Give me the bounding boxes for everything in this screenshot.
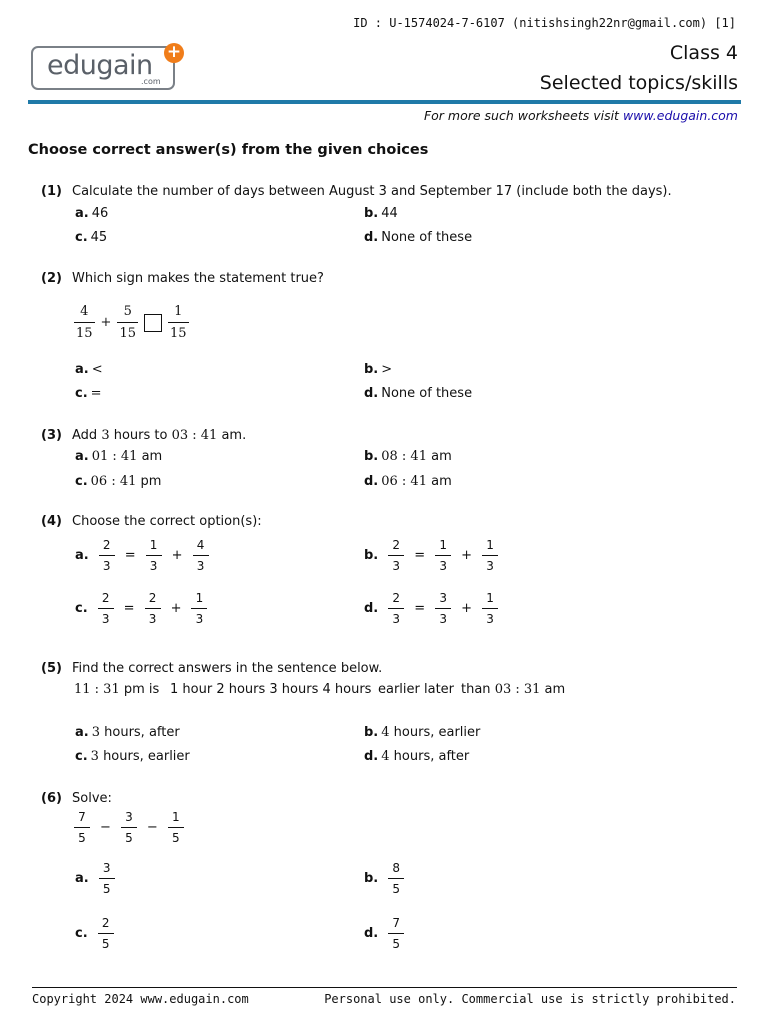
denominator: 5 (388, 933, 404, 950)
option-b[interactable] (364, 862, 404, 895)
denominator: 5 (168, 827, 184, 844)
fraction (482, 592, 498, 625)
option-letter: c. (75, 230, 88, 245)
option-c[interactable] (75, 474, 161, 489)
sentence-part: than (461, 682, 495, 697)
fraction (388, 917, 404, 950)
sentence-part: pm is (119, 682, 160, 697)
plus-sign: + (170, 601, 182, 616)
fraction (74, 305, 95, 340)
question-number: (2) (41, 271, 62, 286)
option-letter: d. (364, 474, 379, 489)
fraction (74, 811, 90, 844)
option-suffix: am (426, 449, 452, 464)
option-text: hours, earlier (389, 725, 481, 740)
hours-choices-dropdown[interactable]: 1 hour 2 hours 3 hours 4 hours (170, 682, 372, 697)
footer-notice: Personal use only. Commercial use is strictly prohibited. (324, 992, 736, 1006)
more-worksheets-text: For more such worksheets visit (423, 108, 623, 123)
minus-sign: − (100, 820, 111, 835)
question-text: Choose the correct option(s): (72, 514, 262, 529)
option-c[interactable] (75, 592, 207, 625)
option-text: 45 (90, 230, 108, 245)
numerator: 4 (196, 538, 205, 552)
time-value: 11 : 31 (74, 682, 120, 697)
numerator: 1 (439, 538, 447, 552)
fill-in-sentence (74, 682, 159, 697)
fraction (191, 592, 207, 625)
option-letter: b. (364, 548, 379, 563)
fraction (121, 811, 137, 844)
option-letter: d. (364, 926, 379, 941)
equals-sign: = (123, 601, 135, 616)
denominator: 3 (435, 608, 451, 625)
option-d[interactable] (364, 592, 498, 625)
option-letter: d. (364, 749, 379, 764)
fraction (482, 539, 498, 572)
numerator: 1 (195, 591, 204, 605)
numerator: 2 (148, 591, 157, 605)
header-divider (28, 100, 741, 104)
option-letter: a. (75, 725, 89, 740)
denominator: 3 (482, 608, 498, 625)
denominator: 3 (145, 608, 161, 625)
fraction (168, 811, 184, 844)
denominator: 3 (98, 608, 114, 625)
plus-sign: + (461, 601, 473, 616)
fraction (435, 592, 451, 625)
numerator: 3 (439, 591, 447, 605)
option-suffix: am (137, 449, 163, 464)
fraction (99, 539, 115, 572)
option-letter: b. (364, 871, 379, 886)
option-text: 44 (381, 206, 398, 221)
option-suffix: am (426, 474, 452, 489)
question-number: (6) (41, 791, 62, 806)
option-text: < (91, 362, 103, 377)
question-text: Solve: (72, 791, 112, 806)
option-letter: c. (75, 749, 88, 764)
option-text: hours, after (100, 725, 180, 740)
option-d[interactable] (364, 749, 469, 764)
edugain-link[interactable]: www.edugain.com (622, 108, 738, 123)
option-a[interactable] (75, 206, 108, 221)
option-letter: b. (364, 725, 379, 740)
time-value: 03 : 31 (494, 682, 541, 697)
fraction (193, 539, 209, 572)
denominator: 3 (435, 555, 451, 572)
equals-sign: = (124, 548, 136, 563)
option-letter: b. (364, 206, 379, 221)
option-number: 3 (91, 725, 100, 740)
fraction (145, 592, 161, 625)
numerator: 2 (392, 538, 401, 552)
numerator: 7 (78, 810, 86, 824)
question-number: (1) (41, 184, 62, 199)
option-a[interactable] (75, 449, 162, 464)
option-c[interactable] (75, 386, 102, 401)
question-number: (3) (41, 428, 62, 443)
plus-icon: + (164, 43, 184, 63)
hours-value: 3 (101, 428, 110, 443)
numerator: 2 (101, 591, 110, 605)
option-b[interactable] (364, 206, 398, 221)
numerator: 2 (102, 538, 111, 552)
direction-choices-dropdown[interactable]: earlier later (378, 682, 455, 697)
denominator: 3 (388, 555, 404, 572)
text-part: am. (217, 428, 247, 443)
numerator: 4 (80, 304, 89, 319)
more-worksheets-line (424, 108, 738, 123)
denominator: 5 (98, 933, 114, 950)
numerator: 1 (486, 538, 494, 552)
fraction (388, 539, 404, 572)
option-text: > (381, 362, 393, 377)
question-number: (5) (41, 661, 62, 676)
option-number: 3 (90, 749, 99, 764)
text-part: Add (72, 428, 102, 443)
numerator: 2 (101, 916, 110, 930)
numerator: 1 (149, 538, 158, 552)
numerator: 8 (392, 861, 401, 875)
denominator: 15 (74, 322, 95, 340)
denominator: 5 (388, 878, 404, 895)
option-time: 06 : 41 (90, 474, 137, 489)
equals-sign: = (414, 548, 426, 563)
option-text: hours, earlier (98, 749, 190, 764)
denominator: 3 (191, 608, 207, 625)
option-letter: c. (75, 926, 88, 941)
numerator: 3 (102, 861, 111, 875)
sentence-part: am (540, 682, 566, 697)
option-d[interactable] (364, 230, 472, 245)
edugain-logo[interactable] (31, 46, 175, 90)
option-text: 46 (91, 206, 109, 221)
option-letter: d. (364, 230, 379, 245)
option-c[interactable] (75, 917, 114, 950)
denominator: 15 (117, 322, 138, 340)
question-text: Calculate the number of days between August 3 and September 17 (include both the days). (72, 184, 672, 199)
option-a[interactable] (75, 725, 180, 740)
fraction (388, 862, 404, 895)
option-time: 06 : 41 (381, 474, 427, 489)
option-letter: b. (364, 362, 379, 377)
fraction (98, 917, 114, 950)
option-text: hours, after (389, 749, 470, 764)
denominator: 5 (74, 827, 90, 844)
denominator: 15 (168, 322, 189, 340)
numerator: 1 (171, 810, 180, 824)
plus-sign: + (461, 548, 473, 563)
class-title: Class 4 (669, 42, 738, 64)
option-a[interactable] (75, 362, 103, 377)
fraction (435, 539, 451, 572)
numerator: 7 (392, 916, 401, 930)
option-letter: a. (75, 206, 89, 221)
logo-com: .com (141, 77, 161, 86)
option-d[interactable] (364, 386, 472, 401)
option-c[interactable] (75, 230, 107, 245)
numerator: 1 (174, 304, 183, 319)
sentence-end (461, 682, 565, 697)
worksheet-id: ID : U-1574024-7-6107 (nitishsingh22nr@gmail.com) [1] (353, 16, 736, 30)
option-letter: a. (75, 362, 89, 377)
denominator: 3 (388, 608, 404, 625)
fraction (146, 539, 162, 572)
fraction (388, 592, 404, 625)
minus-sign: − (146, 820, 158, 835)
fraction (98, 592, 114, 625)
option-b[interactable] (364, 362, 392, 377)
option-text: = (90, 386, 102, 401)
option-suffix: pm (136, 474, 162, 489)
option-b[interactable] (364, 725, 480, 740)
option-d[interactable] (364, 474, 452, 489)
option-number: 4 (381, 749, 390, 764)
option-c[interactable] (75, 749, 190, 764)
question-text: Find the correct answers in the sentence below. (72, 661, 383, 676)
question-text: Which sign makes the statement true? (72, 271, 324, 286)
blank-box (144, 314, 162, 332)
fraction (117, 305, 138, 340)
option-letter: b. (364, 449, 379, 464)
denominator: 3 (193, 555, 209, 572)
denominator: 3 (146, 555, 162, 572)
numerator: 1 (486, 591, 494, 605)
equals-sign: = (414, 601, 426, 616)
denominator: 3 (99, 555, 115, 572)
option-text: None of these (381, 386, 473, 401)
footer-copyright: Copyright 2024 www.edugain.com (32, 992, 249, 1006)
option-d[interactable] (364, 917, 404, 950)
option-letter: c. (75, 386, 88, 401)
option-letter: a. (75, 871, 89, 886)
option-letter: a. (75, 449, 89, 464)
plus-sign: + (171, 548, 183, 563)
time-value: 03 : 41 (171, 428, 218, 443)
logo-text: edugain (47, 50, 153, 81)
fraction (99, 862, 115, 895)
fraction-expression (74, 305, 189, 340)
text-part: hours to (109, 428, 172, 443)
numerator: 5 (123, 304, 132, 319)
denominator: 3 (482, 555, 498, 572)
footer-divider (32, 987, 737, 988)
numerator: 3 (125, 810, 133, 824)
option-text: None of these (381, 230, 473, 245)
fraction (168, 305, 189, 340)
option-time: 01 : 41 (91, 449, 138, 464)
fraction-expression (74, 811, 184, 844)
option-time: 08 : 41 (381, 449, 427, 464)
numerator: 2 (392, 591, 401, 605)
denominator: 5 (121, 827, 137, 844)
question-number: (4) (41, 514, 62, 529)
instructions: Choose correct answer(s) from the given choices (28, 142, 429, 158)
option-a[interactable] (75, 539, 209, 572)
option-number: 4 (381, 725, 390, 740)
topics-title: Selected topics/skills (539, 72, 738, 94)
option-letter: c. (75, 601, 88, 616)
option-letter: d. (364, 386, 379, 401)
denominator: 5 (99, 878, 115, 895)
option-b[interactable] (364, 539, 498, 572)
option-letter: a. (75, 548, 89, 563)
option-letter: c. (75, 474, 88, 489)
option-letter: d. (364, 601, 379, 616)
plus-sign: + (100, 315, 112, 330)
question-text (72, 428, 246, 443)
option-b[interactable] (364, 449, 452, 464)
option-a[interactable] (75, 862, 115, 895)
